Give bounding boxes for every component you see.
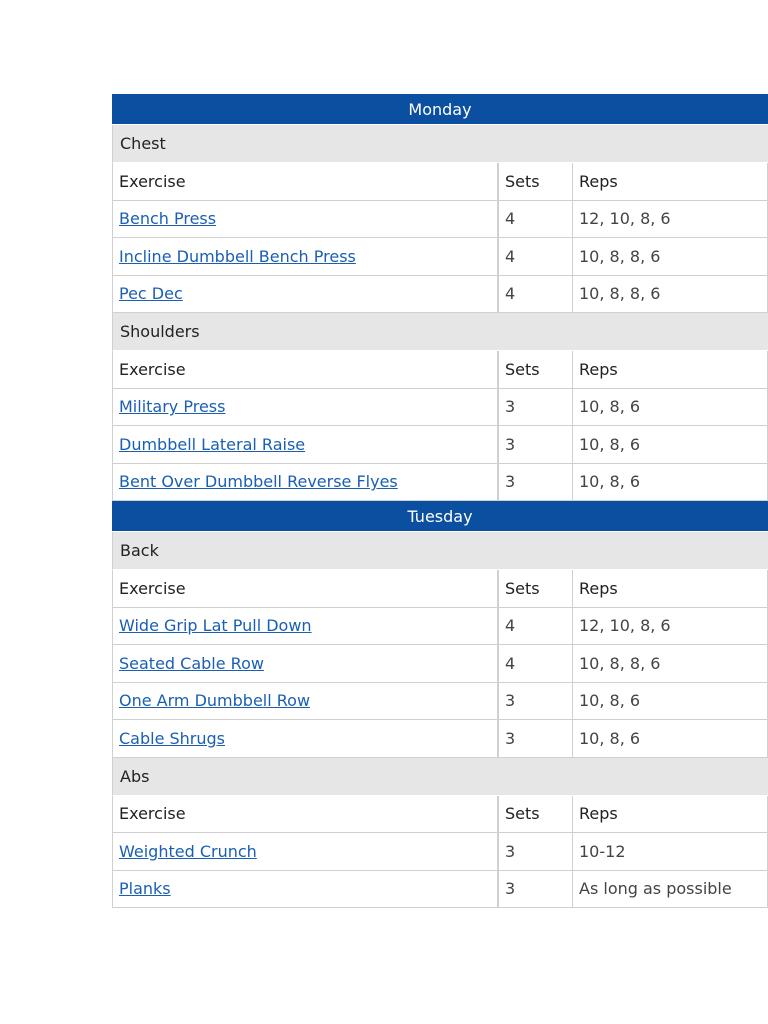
column-header-exercise: Exercise [113,796,499,833]
sets-cell: 4 [499,238,573,275]
exercise-link[interactable]: Weighted Crunch [119,841,257,861]
exercise-cell [113,871,499,908]
column-header-sets: Sets [499,163,573,200]
sets-cell: 3 [499,389,573,426]
day-header: Tuesday [112,501,768,532]
column-header-row [112,351,768,389]
exercise-cell [113,683,499,720]
muscle-group-header: Abs [112,758,768,796]
sets-cell: 4 [499,276,573,313]
sets-cell: 4 [499,645,573,682]
exercise-cell [113,389,499,426]
exercise-link[interactable]: Bench Press [119,209,217,229]
column-header-row [112,163,768,201]
column-header-reps: Reps [573,796,768,833]
reps-cell: As long as possible [573,871,768,908]
table-row [112,608,768,646]
reps-cell: 10, 8, 8, 6 [573,238,768,275]
table-row [112,238,768,276]
table-row [112,389,768,427]
column-header-sets: Sets [499,570,573,607]
exercise-link[interactable]: One Arm Dumbbell Row [119,691,311,711]
reps-cell: 12, 10, 8, 6 [573,201,768,238]
column-header-reps: Reps [573,351,768,388]
sets-cell: 3 [499,833,573,870]
reps-cell: 10, 8, 6 [573,464,768,501]
column-header-row [112,570,768,608]
table-row [112,833,768,871]
exercise-link[interactable]: Military Press [119,397,226,417]
column-header-row [112,796,768,834]
column-header-exercise: Exercise [113,163,499,200]
muscle-group-header: Chest [112,125,768,163]
exercise-link[interactable]: Seated Cable Row [119,653,264,673]
exercise-link[interactable]: Planks [119,879,171,899]
table-row [112,426,768,464]
exercise-cell [113,426,499,463]
reps-cell: 10, 8, 6 [573,426,768,463]
exercise-link[interactable]: Dumbbell Lateral Raise [119,434,306,454]
reps-cell: 10, 8, 8, 6 [573,276,768,313]
reps-cell: 10-12 [573,833,768,870]
table-row [112,201,768,239]
exercise-cell [113,201,499,238]
exercise-cell [113,608,499,645]
table-row [112,871,768,909]
exercise-link[interactable]: Incline Dumbbell Bench Press [119,246,356,266]
sets-cell: 4 [499,608,573,645]
column-header-reps: Reps [573,570,768,607]
reps-cell: 10, 8, 6 [573,720,768,757]
reps-cell: 10, 8, 6 [573,389,768,426]
sets-cell: 3 [499,871,573,908]
table-row [112,276,768,314]
sets-cell: 3 [499,720,573,757]
reps-cell: 10, 8, 8, 6 [573,645,768,682]
column-header-reps: Reps [573,163,768,200]
exercise-cell [113,464,499,501]
exercise-cell [113,276,499,313]
exercise-cell [113,238,499,275]
muscle-group-header: Shoulders [112,313,768,351]
exercise-link[interactable]: Pec Dec [119,284,183,304]
exercise-cell [113,833,499,870]
table-row [112,645,768,683]
sets-cell: 3 [499,426,573,463]
sets-cell: 3 [499,683,573,720]
column-header-sets: Sets [499,351,573,388]
table-row [112,683,768,721]
reps-cell: 10, 8, 6 [573,683,768,720]
workout-table [112,94,768,908]
exercise-link[interactable]: Bent Over Dumbbell Reverse Flyes [119,472,398,492]
exercise-link[interactable]: Cable Shrugs [119,728,226,748]
exercise-cell [113,720,499,757]
sets-cell: 4 [499,201,573,238]
exercise-link[interactable]: Wide Grip Lat Pull Down [119,616,312,636]
sets-cell: 3 [499,464,573,501]
muscle-group-header: Back [112,532,768,570]
table-row [112,720,768,758]
table-row [112,464,768,502]
column-header-exercise: Exercise [113,351,499,388]
column-header-exercise: Exercise [113,570,499,607]
column-header-sets: Sets [499,796,573,833]
day-header: Monday [112,94,768,125]
exercise-cell [113,645,499,682]
reps-cell: 12, 10, 8, 6 [573,608,768,645]
